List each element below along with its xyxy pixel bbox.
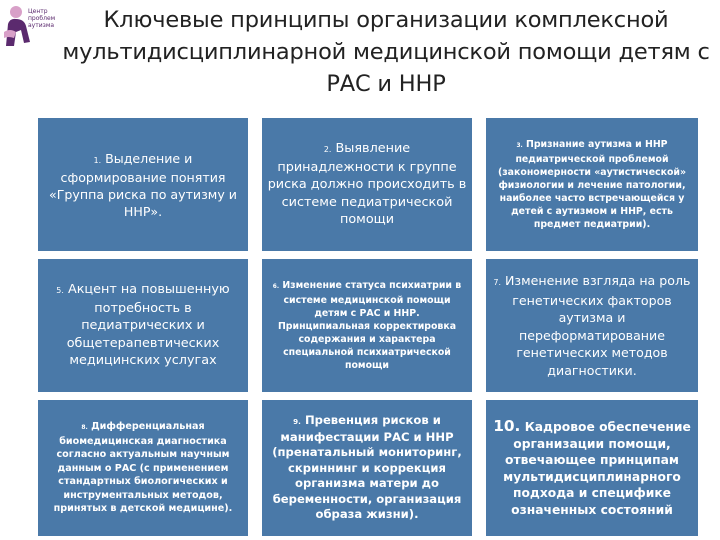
- principle-box-9: [262, 400, 472, 536]
- principle-text: Признание аутизма и ННР педиатрической проблемой (закономерности «аутистической» физиологии и лечение патологии, наиболее часто встречающейся у детей с аутизмом и ННР, есть предмет педиатрии).: [497, 139, 687, 230]
- principle-number: 3.: [516, 143, 523, 149]
- principle-box-8: [38, 400, 248, 536]
- principle-number: 8.: [81, 424, 88, 432]
- principle-box-1: [38, 118, 248, 251]
- principle-box-10: [486, 400, 698, 536]
- principle-number: 2.: [323, 145, 332, 155]
- page-title: Ключевые принципы организации комплексной мультидисциплинарной медицинской помощи детям с РАС и ННР: [62, 7, 710, 97]
- principle-number: 7.: [493, 278, 501, 287]
- principle-text: Выявление принадлежности к группе риска должно происходить в системе педиатрической помощи: [267, 141, 467, 228]
- principle-box-6: [262, 259, 472, 392]
- logo-text: Центр проблем аутизма: [28, 8, 56, 29]
- principle-text: Выделение и сформирование понятия «Группа риска по аутизму и ННР».: [49, 150, 237, 219]
- principle-text: Изменение взгляда на роль генетических факторов аутизма и переформатирование генетических методов диагностики.: [505, 273, 691, 378]
- principle-text: Дифференциальная биомедицинская диагностика согласно актуальным научным данным о РАС (с применением стандартных биологических и инструментальных методов, принятых в детской медицине).: [53, 421, 233, 515]
- principle-box-2: [262, 118, 472, 251]
- principle-number: 9.: [293, 417, 301, 427]
- principle-box-3: [486, 118, 698, 251]
- principle-number: 1.: [93, 155, 102, 165]
- principle-text: Акцент на повышенную потребность в педиатрических и общетерапевтических медицинских услугах: [66, 282, 230, 369]
- principle-box-7: [486, 259, 698, 392]
- principle-text: Кадровое обеспечение организации помощи, отвечающее принципам мультидисциплинарного подхода и специфике означенных состояний: [503, 420, 691, 517]
- principle-number: 5.: [56, 286, 64, 296]
- principles-grid: [38, 118, 706, 536]
- principle-text: Изменение статуса психиатрии в системе медицинской помощи детям с РАС и ННР. Принципиальная корректировка содержания и характера специальной психиатрической помощи: [277, 280, 462, 371]
- principle-number: 10.: [493, 417, 521, 435]
- principle-number: 6.: [272, 284, 280, 290]
- principle-box-5: [38, 259, 248, 392]
- logo: [2, 2, 56, 50]
- principle-text: Превенция рисков и манифестации РАС и ННР (пренатальный мониторинг, скриннинг и коррекция организма матери до беременности, организация образа жизни).: [272, 413, 462, 522]
